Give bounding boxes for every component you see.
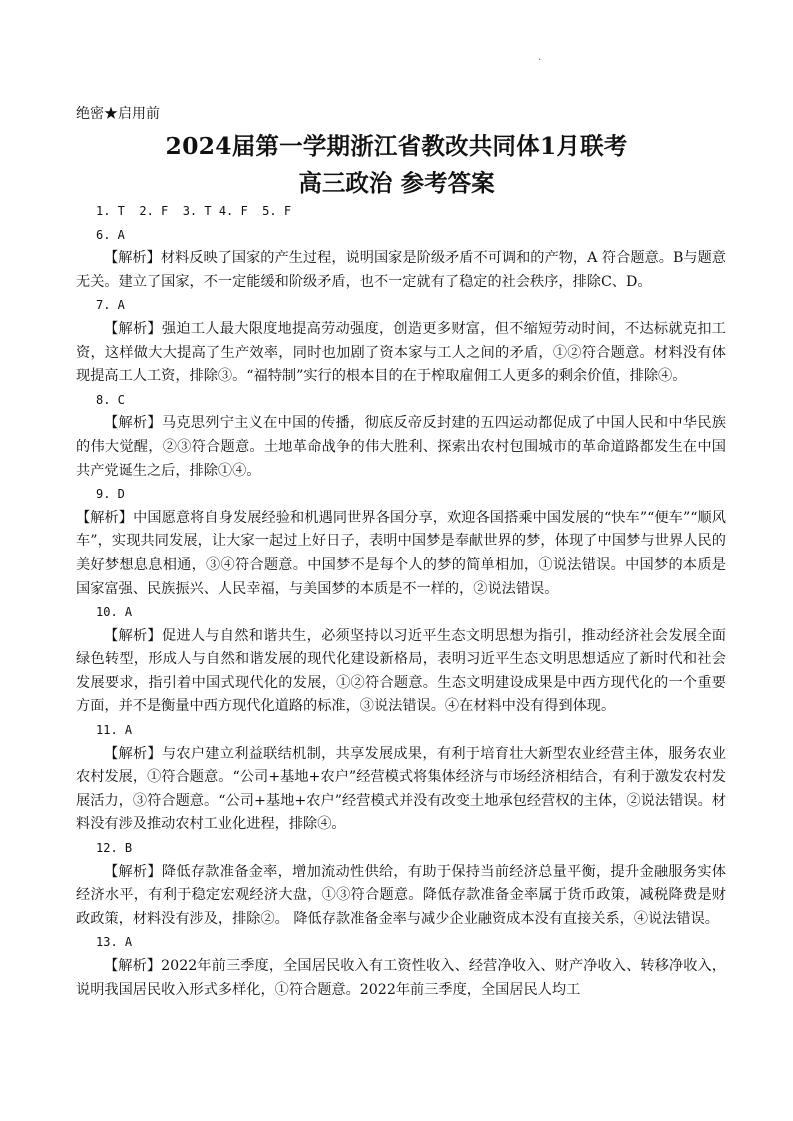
question-analysis: 【解析】中国愿意将自身发展经验和机遇同世界各国分享，欢迎各国搭乘中国发展的“快车”“便车”“顺风车”，实现共同发展，让大家一起过上好日子，表明中国梦是奉献世界的梦，体现了中国梦与世界人民的美好梦想息息相通，③④符合题意。中国梦不是每个人的梦的简单相加，①说法错误。中国梦的本质是国家富强、民族振兴、人民幸福，与美国梦的本质是不一样的，②说法错误。 xyxy=(76,509,726,597)
confidential-label: 绝密★启用前 xyxy=(76,106,160,122)
question-item xyxy=(76,389,726,483)
true-false-answers: 1. T 2. F 3. T 4. F 5. F xyxy=(96,204,292,218)
exam-subtitle: 高三政治 参考答案 xyxy=(298,169,495,197)
question-answer: 12. B xyxy=(96,841,133,856)
question-item xyxy=(76,483,726,601)
question-item xyxy=(76,294,726,388)
question-answer: 8. C xyxy=(96,392,125,407)
question-analysis: 【解析】促进人与自然和谐共生，必须坚持以习近平生态文明思想为指引，推动经济社会发展全面绿色转型，形成人与自然和谐发展的现代化建设新格局，表明习近平生态文明思想适应了新时代和社会发展要求，指引着中国式现代化的发展，①②符合题意。生态文明建设成果是中西方现代化的一个重要方面，并不是衡量中西方现代化道路的标准，③说法错误。④在材料中没有得到体现。 xyxy=(76,627,726,715)
question-answer: 6. A xyxy=(96,227,125,242)
exam-title: 2024届第一学期浙江省教改共同体1月联考 xyxy=(165,132,628,160)
question-answer: 13. A xyxy=(96,935,133,950)
question-answer: 9. D xyxy=(96,487,125,502)
question-analysis: 【解析】降低存款准备金率，增加流动性供给，有助于保持当前经济总量平衡，提升金融服务实体经济水平，有利于稳定宏观经济大盘，①③符合题意。降低存款准备金率属于货币政策，减税降费是财政政策，材料没有涉及，排除②。 降低存款准备金率与减少企业融资成本没有直接关系，④说法错误。 xyxy=(76,863,726,927)
question-answer: 11. A xyxy=(96,723,133,738)
question-analysis: 【解析】与农户建立利益联结机制，共享发展成果，有利于培育壮大新型农业经营主体，服务农业农村发展，①符合题意。“公司+基地+农户”经营模式将集体经济与市场经济相结合，有利于激发农村发展活力，③符合题意。“公司+基地+农户”经营模式并没有改变土地承包经营权的主体，②说法错误。材料没有涉及推动农村工业化进程，排除④。 xyxy=(76,745,726,833)
question-item xyxy=(76,224,726,295)
question-item xyxy=(76,601,726,719)
question-item xyxy=(76,719,726,837)
question-analysis: 【解析】马克思列宁主义在中国的传播，彻底反帝反封建的五四运动都促成了中国人民和中华民族的伟大觉醒，②③符合题意。土地革命战争的伟大胜利、探索出农村包围城市的革命道路都发生在中国共产党诞生之后，排除①④。 xyxy=(76,415,726,479)
page-mark: . xyxy=(538,52,542,63)
question-answer: 7. A xyxy=(96,298,125,313)
question-analysis: 【解析】材料反映了国家的产生过程，说明国家是阶级矛盾不可调和的产物，A 符合题意。B与题意无关。建立了国家，不一定能缓和阶级矛盾，也不一定就有了稳定的社会秩序，排除C、D。 xyxy=(76,250,726,290)
question-answer: 10. A xyxy=(96,605,133,620)
answer-content xyxy=(76,200,726,1002)
question-analysis: 【解析】2022年前三季度，全国居民收入有工资性收入、经营净收入、财产净收入、转移净收入，说明我国居民收入形式多样化，①符合题意。2022年前三季度，全国居民人均工 xyxy=(76,958,726,998)
question-analysis: 【解析】强迫工人最大限度地提高劳动强度，创造更多财富，但不缩短劳动时间，不达标就克扣工资，这样做大大提高了生产效率，同时也加剧了资本家与工人之间的矛盾，①②符合题意。材料没有体现提高工人工资，排除③。“福特制”实行的根本目的在于榨取雇佣工人更多的剩余价值，排除④。 xyxy=(76,320,726,385)
question-item xyxy=(76,931,726,1002)
question-item xyxy=(76,837,726,931)
